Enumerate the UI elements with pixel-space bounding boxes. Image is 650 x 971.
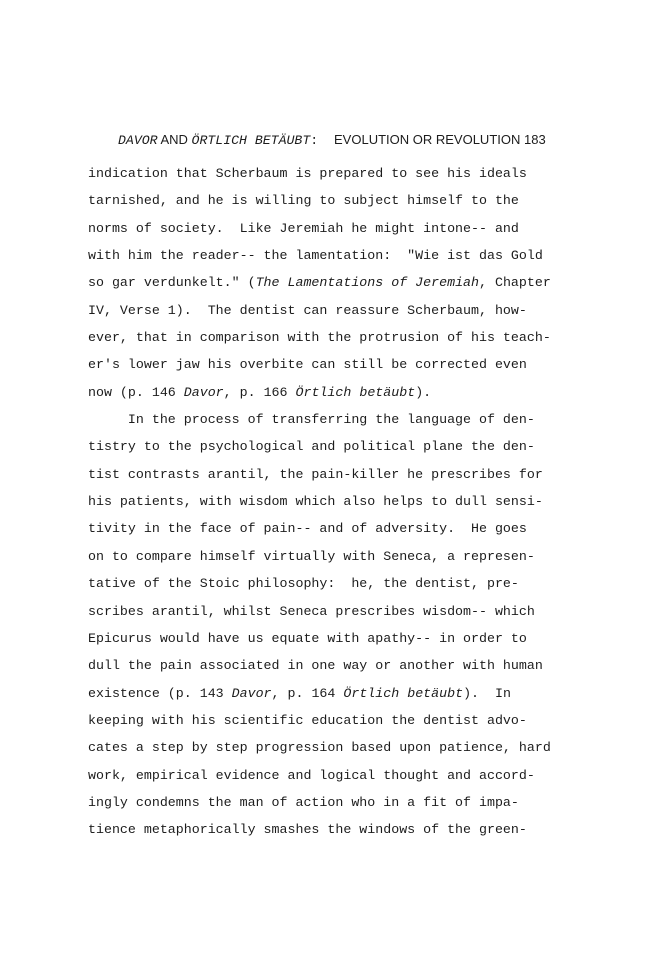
text-segment: In the process of transferring the language of den- bbox=[88, 412, 535, 428]
text-segment: tative of the Stoic philosophy: he, the dentist, pre- bbox=[88, 576, 519, 592]
text-line bbox=[88, 411, 568, 438]
text-segment: norms of society. Like Jeremiah he might intone-- and bbox=[88, 220, 519, 236]
text-line bbox=[88, 548, 568, 575]
text-segment: scribes arantil, whilst Seneca prescribes wisdom-- which bbox=[88, 603, 535, 619]
text-line bbox=[88, 739, 568, 766]
text-segment: ). In bbox=[463, 685, 511, 701]
text-segment: , Chapter bbox=[479, 275, 551, 291]
italic-title: Örtlich betäubt bbox=[295, 384, 416, 400]
text-segment: now (p. 146 bbox=[88, 384, 184, 400]
text-line bbox=[88, 165, 568, 192]
text-segment: , p. 164 bbox=[271, 685, 344, 701]
text-line bbox=[88, 329, 568, 356]
page-number: 183 bbox=[524, 132, 546, 147]
italic-title: Örtlich betäubt bbox=[343, 685, 464, 701]
text-segment: with him the reader-- the lamentation: "Wie ist das Gold bbox=[88, 248, 543, 264]
text-line bbox=[88, 356, 568, 383]
text-line bbox=[88, 630, 568, 657]
header-and: AND bbox=[157, 132, 192, 147]
text-segment: IV, Verse 1). The dentist can reassure Scherbaum, how- bbox=[88, 302, 527, 318]
text-segment: er's lower jaw his overbite can still be corrected even bbox=[88, 357, 527, 373]
text-segment: tist contrasts arantil, the pain-killer he prescribes for bbox=[88, 466, 543, 482]
text-segment: tivity in the face of pain-- and of adversity. He goes bbox=[88, 521, 527, 537]
text-segment: , p. 166 bbox=[223, 384, 296, 400]
header-separator: : bbox=[310, 133, 335, 148]
text-line bbox=[88, 794, 568, 821]
text-line bbox=[88, 247, 568, 274]
text-line bbox=[88, 767, 568, 794]
text-segment: existence (p. 143 bbox=[88, 685, 232, 701]
text-segment: ). bbox=[415, 384, 432, 400]
text-segment: ingly condemns the man of action who in a fit of impa- bbox=[88, 794, 519, 810]
text-line bbox=[88, 712, 568, 739]
text-segment: cates a step by step progression based upon patience, hard bbox=[88, 740, 551, 756]
body-text bbox=[88, 165, 568, 849]
text-line bbox=[88, 603, 568, 630]
italic-title: Davor bbox=[231, 685, 272, 701]
text-segment: Epicurus would have us equate with apathy-- in order to bbox=[88, 630, 527, 646]
text-line bbox=[88, 192, 568, 219]
text-line bbox=[88, 302, 568, 329]
text-line bbox=[88, 384, 568, 411]
text-line bbox=[88, 438, 568, 465]
italic-title: Davor bbox=[183, 384, 224, 400]
text-line bbox=[88, 493, 568, 520]
text-line bbox=[88, 520, 568, 547]
text-segment: work, empirical evidence and logical thought and accord- bbox=[88, 767, 535, 783]
text-segment: indication that Scherbaum is prepared to see his ideals bbox=[88, 166, 527, 181]
text-segment: his patients, with wisdom which also helps to dull sensi- bbox=[88, 494, 543, 510]
text-line bbox=[88, 274, 568, 301]
text-segment: tience metaphorically smashes the windows of the green- bbox=[88, 822, 527, 838]
text-segment: dull the pain associated in one way or another with human bbox=[88, 658, 543, 674]
header-title-oertlich: ÖRTLICH BETÄUBT bbox=[191, 133, 311, 148]
text-line bbox=[88, 466, 568, 493]
header-title-davor: DAVOR bbox=[118, 133, 158, 148]
header-subtitle: EVOLUTION OR REVOLUTION bbox=[334, 132, 521, 147]
text-segment: tistry to the psychological and political plane the den- bbox=[88, 439, 535, 455]
text-segment: ever, that in comparison with the protrusion of his teach- bbox=[88, 330, 551, 346]
text-segment: so gar verdunkelt." ( bbox=[88, 275, 256, 291]
text-line bbox=[88, 575, 568, 602]
running-head bbox=[118, 132, 546, 148]
text-segment: on to compare himself virtually with Seneca, a represen- bbox=[88, 548, 535, 564]
text-line bbox=[88, 220, 568, 247]
text-segment: keeping with his scientific education the dentist advo- bbox=[88, 712, 527, 728]
italic-title: The Lamentations of Jeremiah bbox=[255, 275, 480, 291]
text-line bbox=[88, 685, 568, 712]
text-segment: tarnished, and he is willing to subject himself to the bbox=[88, 193, 519, 209]
text-line bbox=[88, 657, 568, 684]
text-line bbox=[88, 821, 568, 848]
